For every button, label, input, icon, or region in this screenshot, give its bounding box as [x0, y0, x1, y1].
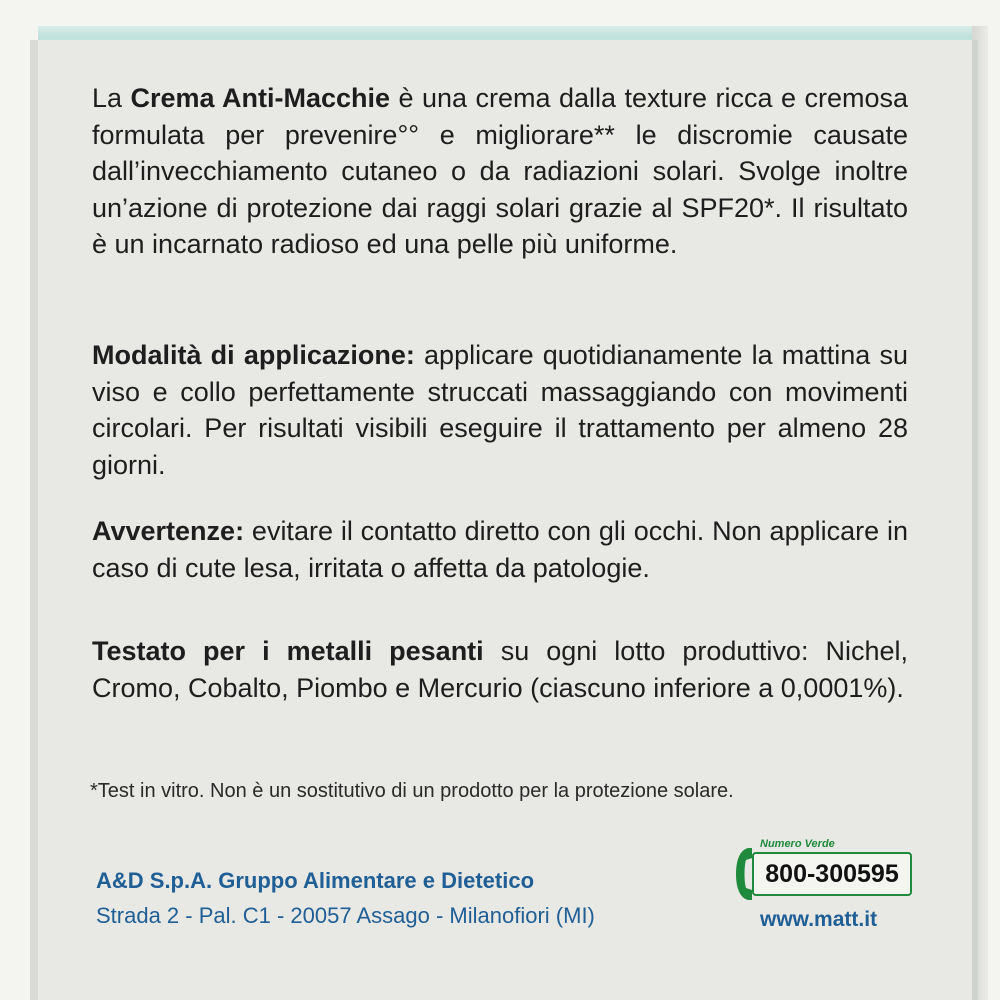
- product-description: [92, 80, 908, 263]
- phone-number[interactable]: 800-300595: [765, 860, 899, 888]
- description-text: è una crema dalla texture ricca e cremosa formulata per prevenire°° e migliorare** le discromie causate dall’invecchiamento cutaneo o da radiazioni solari. Svolge inoltre un’azione di protezione dai raggi solari grazie al SPF20*. Il risultato è un incarnato radioso ed una pelle più uniforme.: [92, 83, 908, 259]
- application-instructions: [92, 337, 908, 483]
- product-name: Crema Anti-Macchie: [130, 83, 391, 113]
- metals-text: su ogni lotto produttivo: Nichel, Cromo, Cobalto, Piombo e Mercurio (ciascuno inferiore a 0,0001%).: [92, 636, 908, 703]
- warnings-text: evitare il contatto diretto con gli occhi. Non applicare in caso di cute lesa, irritata o affetta da patologie.: [92, 516, 908, 583]
- heavy-metals-section: [92, 633, 908, 706]
- toll-free-label: Numero Verde: [760, 838, 835, 850]
- package-right-edge: [972, 26, 988, 1000]
- package-top-edge: [38, 26, 972, 40]
- warnings-section: [92, 513, 908, 586]
- package-left-edge: [30, 40, 38, 1000]
- warnings-heading: Avvertenze:: [92, 516, 245, 546]
- footnote: *Test in vitro. Non è un sostitutivo di un prodotto per la protezione solare.: [90, 780, 734, 802]
- application-text: applicare quotidianamente la mattina su viso e collo perfettamente struccati massaggiando con movimenti circolari. Per risultati visibili eseguire il trattamento per almeno 28 giorni.: [92, 340, 909, 480]
- company-name: A&D S.p.A. Gruppo Alimentare e Dietetico: [96, 868, 535, 893]
- website-link[interactable]: www.matt.it: [760, 908, 878, 931]
- company-address: Strada 2 - Pal. C1 - 20057 Assago - Milanofiori (MI): [96, 903, 595, 928]
- application-heading: Modalità di applicazione:: [92, 340, 415, 370]
- intro-prefix: La: [92, 83, 131, 113]
- metals-heading: Testato per i metalli pesanti: [92, 636, 484, 666]
